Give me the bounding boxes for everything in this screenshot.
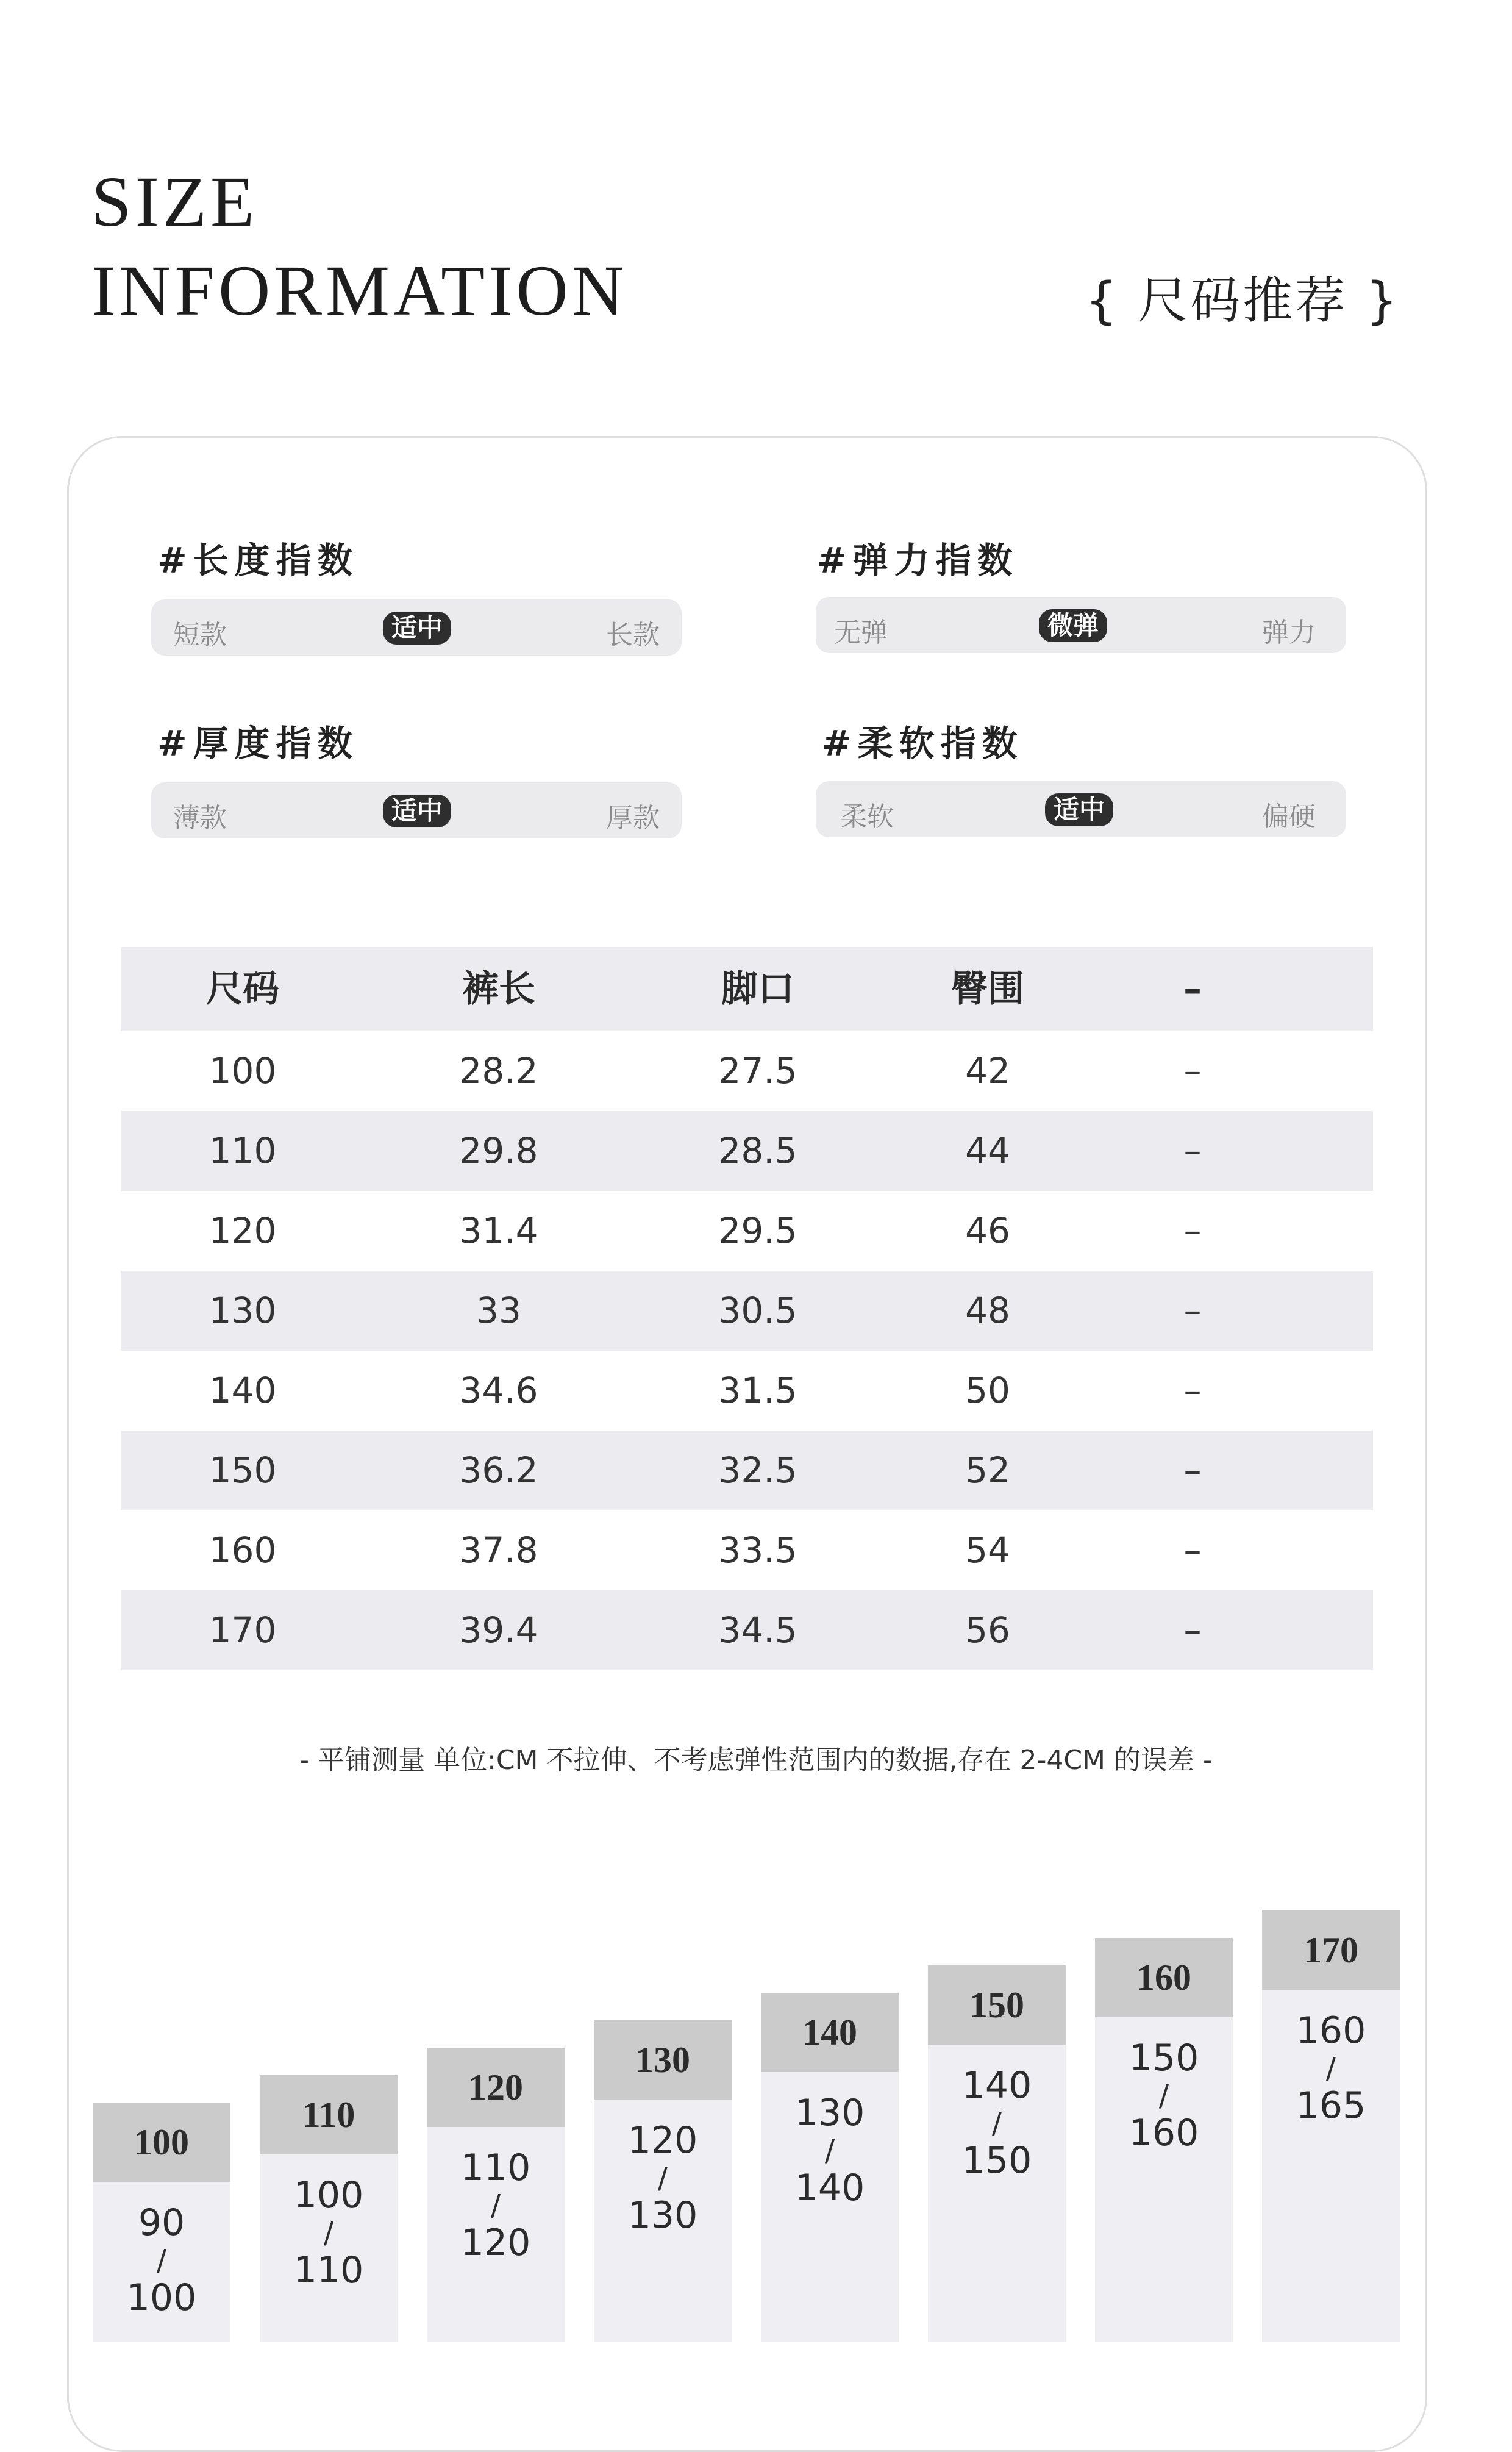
cell-hip: 44 <box>965 1130 1010 1171</box>
cell-pants-length: 29.8 <box>459 1130 538 1171</box>
cell-pants-length: 33 <box>476 1290 521 1331</box>
range-separator: / <box>1158 2079 1169 2113</box>
header-hip: 臀围 <box>951 968 1024 1010</box>
index-selected-badge: 适中 <box>383 795 451 827</box>
height-column-range <box>594 2118 732 2239</box>
cell-leg-opening: 33.5 <box>718 1529 797 1571</box>
cell-size: 100 <box>209 1050 277 1092</box>
range-separator: / <box>991 2106 1002 2140</box>
height-column <box>93 2103 230 2342</box>
cell-leg-opening: 28.5 <box>718 1130 797 1171</box>
range-value: 100 <box>293 2174 364 2217</box>
index-title: #柔软指数 <box>822 723 1024 764</box>
cell-size: 110 <box>209 1130 277 1171</box>
table-row <box>121 1590 1373 1670</box>
header-blank: – <box>1183 968 1202 1010</box>
height-column <box>427 2048 565 2342</box>
index-title: #弹力指数 <box>817 540 1019 581</box>
cell-leg-opening: 27.5 <box>718 1050 797 1092</box>
table-row <box>121 1031 1373 1111</box>
height-column-size: 160 <box>1095 1938 1233 2017</box>
cell-size: 170 <box>209 1609 277 1651</box>
range-separator: / <box>156 2243 167 2278</box>
height-column <box>1262 1910 1400 2342</box>
height-column-range <box>1262 2008 1400 2129</box>
index-scale <box>816 781 1346 837</box>
index-high-label: 厚款 <box>606 802 660 834</box>
measurement-note: - 平铺测量 单位:CM 不拉伸、不考虑弹性范围内的数据,存在 2-4CM 的误差 - <box>299 1745 1213 1776</box>
cell-size: 150 <box>209 1449 277 1491</box>
height-column-size: 100 <box>93 2103 230 2182</box>
index-selected-badge: 微弹 <box>1039 609 1107 642</box>
index-selected-badge: 适中 <box>383 612 451 645</box>
range-value: 90 <box>138 2201 185 2244</box>
cell-pants-length: 37.8 <box>459 1529 538 1571</box>
range-separator: / <box>657 2161 668 2195</box>
cell-hip: 50 <box>965 1370 1010 1411</box>
cell-hip: 52 <box>965 1449 1010 1491</box>
table-row <box>121 1351 1373 1431</box>
index-scale <box>151 599 682 656</box>
index-selected-badge: 适中 <box>1045 793 1113 826</box>
index-scale <box>816 597 1346 653</box>
range-value: 120 <box>627 2119 698 2162</box>
range-value: 160 <box>1296 2009 1366 2052</box>
range-value: 130 <box>627 2194 698 2237</box>
height-column-range <box>928 2063 1066 2184</box>
index-low-label: 薄款 <box>173 802 227 834</box>
cell-blank: – <box>1183 1449 1202 1491</box>
cell-leg-opening: 31.5 <box>718 1370 797 1411</box>
range-value: 110 <box>460 2146 531 2189</box>
cell-size: 140 <box>209 1370 277 1411</box>
table-row <box>121 1510 1373 1590</box>
header-size: 尺码 <box>206 968 279 1010</box>
range-value: 140 <box>794 2167 865 2209</box>
index-title: #厚度指数 <box>157 723 359 764</box>
height-column-size: 120 <box>427 2048 565 2127</box>
table-row <box>121 1191 1373 1271</box>
cell-hip: 48 <box>965 1290 1010 1331</box>
header-leg-opening: 脚口 <box>721 968 794 1010</box>
range-value: 110 <box>293 2249 364 2292</box>
height-column-range <box>1095 2036 1233 2156</box>
range-value: 160 <box>1129 2112 1199 2154</box>
height-column-size: 150 <box>928 1965 1066 2045</box>
cell-leg-opening: 34.5 <box>718 1609 797 1651</box>
index-scale <box>151 782 682 838</box>
range-value: 150 <box>961 2139 1032 2182</box>
index-high-label: 偏硬 <box>1262 801 1316 832</box>
height-column <box>260 2075 398 2342</box>
cell-blank: – <box>1183 1130 1202 1171</box>
height-column <box>1095 1938 1233 2342</box>
cell-blank: – <box>1183 1370 1202 1411</box>
cell-pants-length: 28.2 <box>459 1050 538 1092</box>
height-column-range <box>260 2173 398 2293</box>
range-value: 130 <box>794 2092 865 2134</box>
height-column <box>928 1965 1066 2342</box>
height-column-range <box>93 2200 230 2321</box>
cell-blank: – <box>1183 1210 1202 1251</box>
cell-leg-opening: 30.5 <box>718 1290 797 1331</box>
cell-size: 120 <box>209 1210 277 1251</box>
cell-hip: 46 <box>965 1210 1010 1251</box>
title-information: INFORMATION <box>91 251 627 331</box>
height-column-size: 110 <box>260 2075 398 2154</box>
table-header-row <box>121 947 1373 1031</box>
cell-pants-length: 36.2 <box>459 1449 538 1491</box>
height-column-range <box>761 2090 899 2211</box>
cell-size: 160 <box>209 1529 277 1571</box>
range-separator: / <box>824 2134 835 2168</box>
subtitle-size-recommendation: { 尺码推荐 } <box>1085 272 1400 330</box>
cell-leg-opening: 29.5 <box>718 1210 797 1251</box>
height-column-range <box>427 2145 565 2266</box>
range-value: 165 <box>1296 2084 1366 2127</box>
cell-leg-opening: 32.5 <box>718 1449 797 1491</box>
cell-blank: – <box>1183 1050 1202 1092</box>
title-size: SIZE <box>91 162 259 241</box>
range-value: 120 <box>460 2221 531 2264</box>
index-low-label: 无弹 <box>834 617 888 648</box>
height-column-size: 140 <box>761 1993 899 2072</box>
header-pants-length: 裤长 <box>462 968 535 1010</box>
cell-blank: – <box>1183 1529 1202 1571</box>
table-row <box>121 1271 1373 1351</box>
height-column <box>594 2020 732 2342</box>
range-value: 100 <box>126 2276 197 2319</box>
range-value: 150 <box>1129 2037 1199 2079</box>
table-body <box>121 1031 1373 1670</box>
cell-hip: 42 <box>965 1050 1010 1092</box>
table-row <box>121 1431 1373 1510</box>
cell-pants-length: 34.6 <box>459 1370 538 1411</box>
cell-blank: – <box>1183 1290 1202 1331</box>
index-title: #长度指数 <box>157 540 359 581</box>
height-column <box>761 1993 899 2342</box>
cell-hip: 56 <box>965 1609 1010 1651</box>
cell-pants-length: 39.4 <box>459 1609 538 1651</box>
cell-size: 130 <box>209 1290 277 1331</box>
table-row <box>121 1111 1373 1191</box>
range-separator: / <box>1325 2051 1336 2086</box>
range-separator: / <box>490 2189 501 2223</box>
index-high-label: 弹力 <box>1262 617 1316 648</box>
index-low-label: 短款 <box>173 620 227 651</box>
height-column-size: 170 <box>1262 1910 1400 1990</box>
index-low-label: 柔软 <box>840 801 894 832</box>
size-table <box>121 947 1373 1670</box>
cell-hip: 54 <box>965 1529 1010 1571</box>
height-column-size: 130 <box>594 2020 732 2100</box>
cell-blank: – <box>1183 1609 1202 1651</box>
cell-pants-length: 31.4 <box>459 1210 538 1251</box>
index-high-label: 长款 <box>606 620 660 651</box>
range-value: 140 <box>961 2064 1032 2107</box>
range-separator: / <box>323 2216 334 2250</box>
